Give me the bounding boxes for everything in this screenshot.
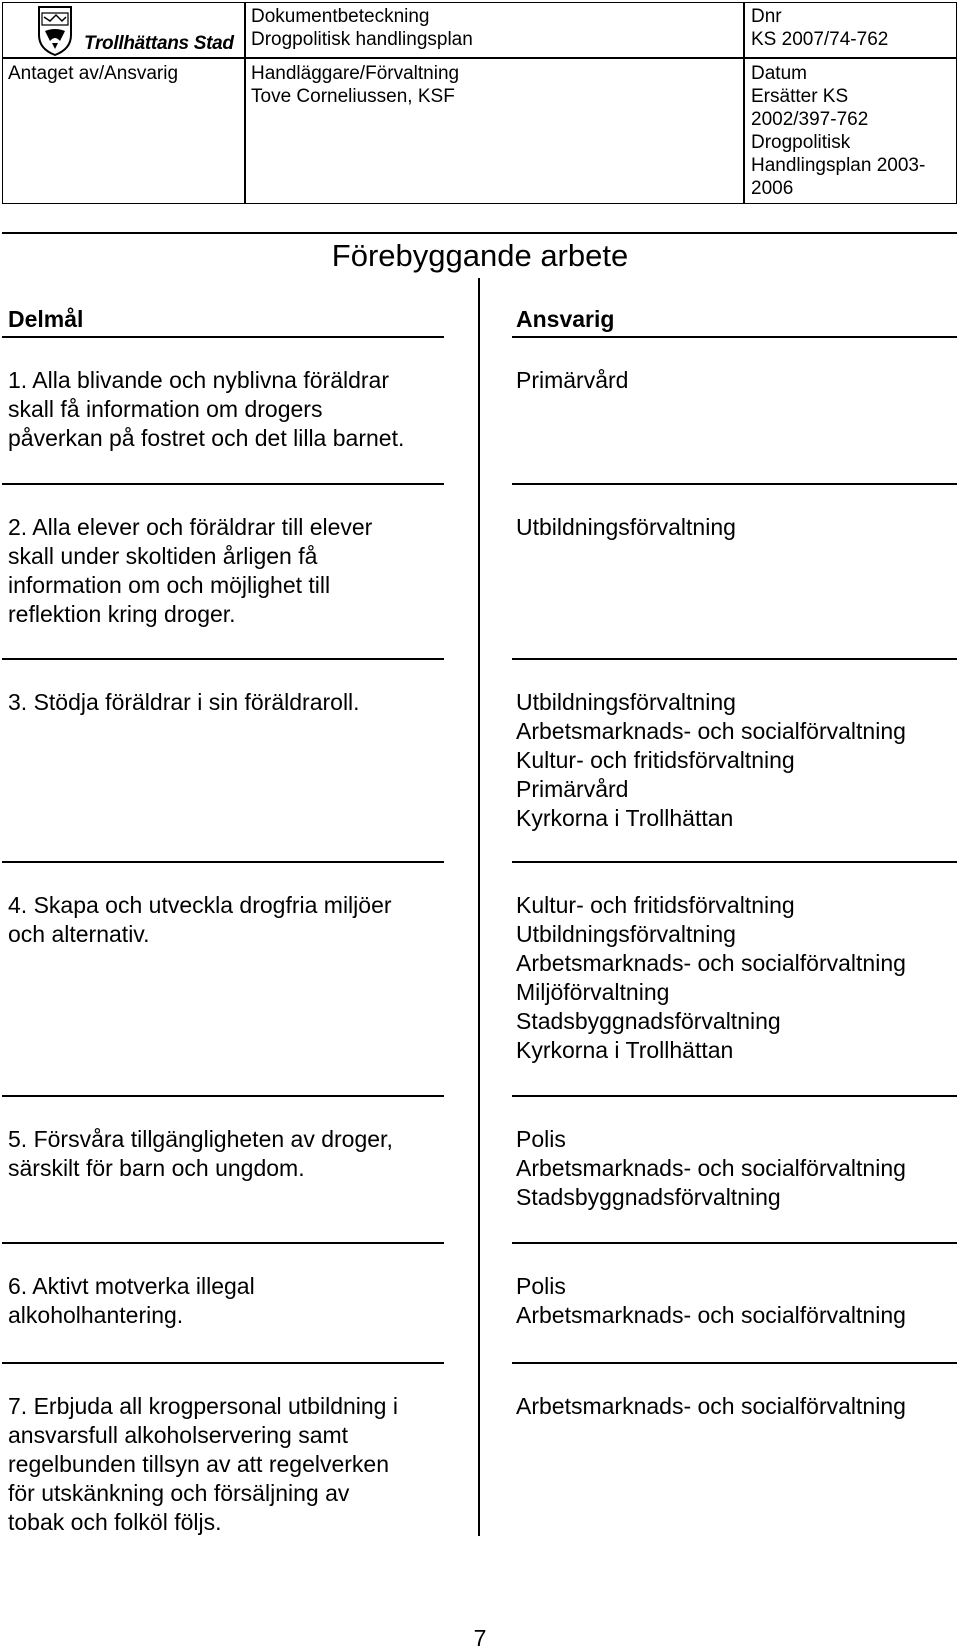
row-rule-left bbox=[2, 658, 444, 660]
goal-item-4 bbox=[8, 891, 448, 949]
page-number: 7 bbox=[473, 1625, 487, 1651]
responsible-line: Utbildningsförvaltning bbox=[516, 689, 736, 715]
goal-line: påverkan på fostret och det lilla barnet. bbox=[8, 425, 405, 451]
row-rule-left bbox=[2, 1242, 444, 1244]
goal-line: tobak och folköl följs. bbox=[8, 1509, 222, 1535]
responsible-item-4 bbox=[516, 891, 956, 1065]
responsible-line: Primärvård bbox=[516, 776, 629, 802]
logo-text: Trollhättans Stad bbox=[84, 33, 234, 54]
replaces-line: Ersätter KS bbox=[751, 86, 849, 107]
goal-line: skall få information om drogers bbox=[8, 396, 323, 422]
goal-line: 3. Stödja föräldrar i sin föräldraroll. bbox=[8, 689, 360, 715]
dnr-value: KS 2007/74-762 bbox=[751, 29, 889, 50]
responsible-line: Polis bbox=[516, 1273, 566, 1299]
adopted-cell bbox=[8, 62, 178, 85]
row-rule-right bbox=[512, 1362, 957, 1364]
goal-line: och alternativ. bbox=[8, 921, 150, 947]
date-label: Datum bbox=[751, 63, 807, 84]
row-rule-left bbox=[2, 861, 444, 863]
responsible-item-5 bbox=[516, 1125, 956, 1212]
goal-line: information om och möjlighet till bbox=[8, 572, 331, 598]
responsible-column-heading: Ansvarig bbox=[516, 306, 615, 332]
goal-line: alkoholhantering. bbox=[8, 1302, 184, 1328]
row-rule-left bbox=[2, 1362, 444, 1364]
goal-item-3 bbox=[8, 688, 448, 717]
responsible-item-6 bbox=[516, 1272, 956, 1330]
goal-column-heading: Delmål bbox=[8, 306, 84, 332]
section-title: Förebyggande arbete bbox=[331, 238, 629, 273]
responsible-line: Utbildningsförvaltning bbox=[516, 921, 736, 947]
goal-line: 2. Alla elever och föräldrar till elever bbox=[8, 514, 373, 540]
goal-item-2 bbox=[8, 513, 448, 629]
header-divider-2 bbox=[743, 2, 745, 204]
responsible-line: Arbetsmarknads- och socialförvaltning bbox=[516, 1302, 906, 1328]
goal-line: regelbunden tillsyn av att regelverken bbox=[8, 1451, 390, 1477]
goal-line: ansvarsfull alkoholservering samt bbox=[8, 1422, 349, 1448]
responsible-line: Utbildningsförvaltning bbox=[516, 514, 736, 540]
responsible-item-1 bbox=[516, 366, 956, 395]
responsible-item-7 bbox=[516, 1392, 956, 1421]
replaces-line: 2006 bbox=[751, 178, 794, 199]
heading-rule-left bbox=[2, 336, 444, 338]
responsible-line: Kyrkorna i Trollhättan bbox=[516, 805, 734, 831]
row-rule-right bbox=[512, 483, 957, 485]
responsible-line: Kyrkorna i Trollhättan bbox=[516, 1037, 734, 1063]
responsible-line: Stadsbyggnadsförvaltning bbox=[516, 1008, 781, 1034]
responsible-item-2 bbox=[516, 513, 956, 542]
responsible-line: Arbetsmarknads- och socialförvaltning bbox=[516, 1393, 906, 1419]
replaces-line: 2002/397-762 bbox=[751, 109, 869, 130]
row-rule-left bbox=[2, 483, 444, 485]
goal-line: 6. Aktivt motverka illegal bbox=[8, 1273, 255, 1299]
row-rule-right bbox=[512, 1242, 957, 1244]
handler-label: Handläggare/Förvaltning bbox=[251, 63, 460, 84]
responsible-line: Arbetsmarknads- och socialförvaltning bbox=[516, 1155, 906, 1181]
row-rule-left bbox=[2, 1095, 444, 1097]
goal-line: 7. Erbjuda all krogpersonal utbildning i bbox=[8, 1393, 398, 1419]
doc-designation-cell bbox=[251, 5, 473, 51]
responsible-line: Arbetsmarknads- och socialförvaltning bbox=[516, 950, 906, 976]
goal-item-1 bbox=[8, 366, 448, 453]
row-rule-right bbox=[512, 861, 957, 863]
goal-line: för utskänkning och försäljning av bbox=[8, 1480, 350, 1506]
goal-line: 4. Skapa och utveckla drogfria miljöer bbox=[8, 892, 392, 918]
goal-item-7 bbox=[8, 1392, 448, 1537]
goal-line: 1. Alla blivande och nyblivna föräldrar bbox=[8, 367, 390, 393]
row-rule-right bbox=[512, 658, 957, 660]
goal-item-5 bbox=[8, 1125, 448, 1183]
goal-line: 5. Försvåra tillgängligheten av droger, bbox=[8, 1126, 393, 1152]
goal-item-6 bbox=[8, 1272, 448, 1330]
handler-value: Tove Corneliussen, KSF bbox=[251, 86, 455, 107]
trollhattan-logo bbox=[36, 5, 246, 61]
date-cell bbox=[751, 62, 925, 200]
responsible-line: Primärvård bbox=[516, 367, 629, 393]
responsible-item-3 bbox=[516, 688, 956, 833]
adopted-label: Antaget av/Ansvarig bbox=[8, 63, 179, 84]
handler-cell bbox=[251, 62, 459, 108]
goal-line: reflektion kring droger. bbox=[8, 601, 236, 627]
row-rule-right bbox=[512, 1095, 957, 1097]
responsible-line: Kultur- och fritidsförvaltning bbox=[516, 892, 795, 918]
responsible-line: Kultur- och fritidsförvaltning bbox=[516, 747, 795, 773]
responsible-line: Stadsbyggnadsförvaltning bbox=[516, 1184, 781, 1210]
dnr-label: Dnr bbox=[751, 6, 782, 27]
responsible-line: Arbetsmarknads- och socialförvaltning bbox=[516, 718, 906, 744]
responsible-line: Polis bbox=[516, 1126, 566, 1152]
replaces-line: Handlingsplan 2003- bbox=[751, 155, 926, 176]
heading-rule-right bbox=[512, 336, 957, 338]
doc-value: Drogpolitisk handlingsplan bbox=[251, 29, 473, 50]
coat-of-arms-icon bbox=[36, 5, 74, 57]
responsible-line: Miljöförvaltning bbox=[516, 979, 670, 1005]
dnr-cell bbox=[751, 5, 888, 51]
column-divider bbox=[478, 278, 480, 1536]
goal-line: skall under skoltiden årligen få bbox=[8, 543, 318, 569]
goal-line: särskilt för barn och ungdom. bbox=[8, 1155, 305, 1181]
title-rule bbox=[2, 232, 957, 234]
doc-label: Dokumentbeteckning bbox=[251, 6, 430, 27]
replaces-line: Drogpolitisk bbox=[751, 132, 851, 153]
